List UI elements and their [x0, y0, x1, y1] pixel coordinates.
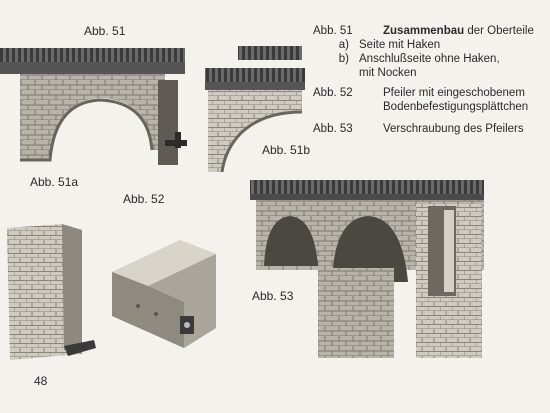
- caption-abb52: Abb. 52: [123, 192, 165, 206]
- legend-51-number: Abb. 51: [313, 25, 353, 37]
- bridge-assembly-image: [248, 176, 488, 362]
- pillar-screw-detail-image: [108, 236, 220, 356]
- caption-abb51b: Abb. 51b: [262, 143, 311, 157]
- caption-abb53: Abb. 53: [252, 289, 294, 303]
- pillar-with-base-plate-image: [2, 222, 102, 362]
- legend-52-text-1: Pfeiler mit eingeschobenem: [383, 87, 525, 99]
- caption-abb51: Abb. 51: [84, 24, 126, 38]
- legend-51-title: Zusammenbau: [383, 25, 465, 37]
- legend-51-a-letter: a): [338, 39, 349, 51]
- bridge-section-with-lug-image: [200, 42, 305, 172]
- legend-53-text-1: Verschraubung des Pfeilers: [383, 123, 524, 135]
- page-number: 48: [34, 374, 48, 388]
- legend-51-title-rest: der Oberteile: [464, 25, 534, 37]
- legend-51-b-letter: b): [338, 53, 349, 65]
- legend-51-b-text-2: mit Nocken: [359, 67, 417, 79]
- legend-52-text-2: Bodenbefestigungsplättchen: [383, 101, 529, 113]
- legend-52-number: Abb. 52: [313, 87, 353, 99]
- figure-legend: [313, 24, 534, 136]
- legend-51-b-text-1: Anschlußseite ohne Haken,: [359, 53, 500, 65]
- legend-53-number: Abb. 53: [313, 123, 353, 135]
- caption-abb51a: Abb. 51a: [30, 175, 79, 189]
- bridge-section-with-hook-image: [0, 40, 195, 175]
- legend-51-a-text: Seite mit Haken: [359, 39, 441, 51]
